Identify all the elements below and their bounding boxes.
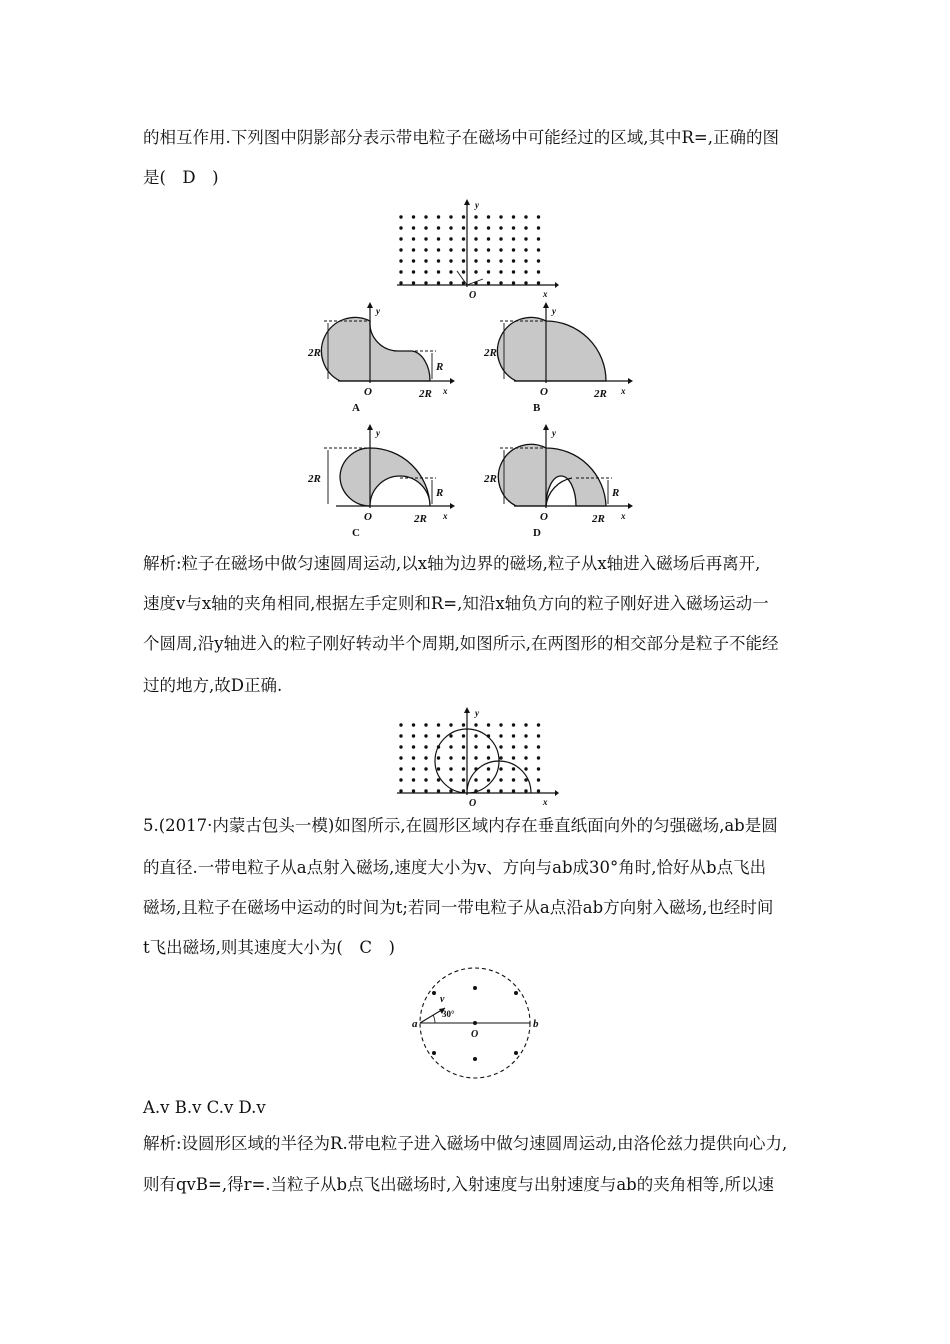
field-dot [537,259,540,262]
svg-text:R: R [436,487,444,499]
field-dot [462,778,465,781]
field-dot [512,789,515,792]
field-dot [512,745,515,748]
question-text-line-2: 是( D ) [143,168,219,187]
field-dot [499,281,502,284]
field-dot [537,734,540,737]
field-dot [399,259,402,262]
field-dot [424,723,427,726]
field-dot [449,226,452,229]
field-dot [412,778,415,781]
field-dot [399,767,402,770]
field-dot [524,734,527,737]
field-dot [474,270,477,273]
field-dot [512,215,515,218]
field-dot [487,723,490,726]
question-5-line-4: t飞出磁场,则其速度大小为( C ) [143,938,395,957]
field-dot [412,723,415,726]
svg-text:2R: 2R [592,513,605,525]
field-dot [462,723,465,726]
y-axis-label: y [475,200,479,210]
field-dot [412,215,415,218]
field-dot [499,237,502,240]
field-dot [474,745,477,748]
field-dot [424,745,427,748]
field-dot [474,215,477,218]
field-dot [499,778,502,781]
field-dot [537,226,540,229]
field-dot [537,778,540,781]
field-dot [449,248,452,251]
field-dot [462,237,465,240]
field-dot [499,745,502,748]
field-dot [412,767,415,770]
field-dot [499,789,502,792]
field-dot [399,778,402,781]
field-dot [487,767,490,770]
field-dot [412,734,415,737]
option-b-label: B [533,402,541,414]
field-dot [437,237,440,240]
field-dot [524,237,527,240]
field-dot [412,281,415,284]
field-dot [524,723,527,726]
field-dot [474,226,477,229]
field-dots [399,215,540,284]
field-dot [487,778,490,781]
option-a-label: A [352,402,360,414]
x-axis-label: x [543,289,548,299]
field-dot [487,259,490,262]
option-d-label: D [533,527,541,538]
field-diagram-top [395,195,560,300]
field-dot [399,270,402,273]
field-dot [399,723,402,726]
field-dot [424,756,427,759]
field-dot [487,756,490,759]
field-dot [424,281,427,284]
option-b-diagram [480,296,640,416]
field-dot [537,723,540,726]
option-c-diagram [300,418,460,538]
svg-text:2R: 2R [594,388,607,400]
field-dot [424,270,427,273]
field-dot [474,734,477,737]
field-dot [499,756,502,759]
field-dot [512,723,515,726]
field-dot [512,226,515,229]
field-dot [487,789,490,792]
option-c-label: C [352,527,360,538]
field-dot [412,270,415,273]
explanation-1-line-4: 过的地方,故D正确. [143,676,283,695]
field-dot [437,734,440,737]
field-dot [512,767,515,770]
svg-text:2R: 2R [308,473,321,485]
field-dot [424,789,427,792]
svg-text:2R: 2R [484,473,497,485]
field-dot [537,237,540,240]
field-dot [449,281,452,284]
field-dot [399,756,402,759]
field-dot [449,237,452,240]
field-dot [449,270,452,273]
field-dot [524,745,527,748]
field-dot [512,734,515,737]
svg-text:O: O [540,511,548,523]
explanation-2-line-1: 解析:设圆形区域的半径为R.带电粒子进入磁场中做匀速圆周运动,由洛伦兹力提供向心力, [143,1134,788,1153]
option-a-diagram [300,296,460,416]
field-dot [462,270,465,273]
field-dot [437,723,440,726]
field-dot [462,215,465,218]
explanation-1-line-1: 解析:粒子在磁场中做匀速圆周运动,以x轴为边界的磁场,粒子从x轴进入磁场后再离开, [143,554,761,573]
explanation-2-line-2: 则有qvB=,得r=.当粒子从b点飞出磁场时,入射速度与出射速度与ab的夹角相等,所以速 [143,1175,774,1194]
option-d-diagram [480,418,640,538]
svg-text:y: y [552,428,556,438]
field-dot [449,745,452,748]
field-dot [424,226,427,229]
field-dot [499,734,502,737]
field-dot [424,237,427,240]
field-dot [487,745,490,748]
explanation-1-line-3: 个圆周,沿y轴进入的粒子刚好转动半个周期,如图所示,在两图形的相交部分是粒子不能经 [143,634,779,653]
field-dot [499,270,502,273]
field-dot [437,778,440,781]
svg-text:y: y [376,306,380,316]
field-dot [449,259,452,262]
field-dot [462,248,465,251]
svg-text:x: x [621,386,626,396]
field-dot [537,767,540,770]
field-dot [412,756,415,759]
field-dot [437,789,440,792]
field-dot [487,248,490,251]
field-dot [412,259,415,262]
field-dot [462,756,465,759]
field-dot [424,215,427,218]
field-dot [512,248,515,251]
svg-text:y: y [376,428,380,438]
field-dot [424,248,427,251]
svg-text:x: x [443,511,448,521]
field-dot [512,270,515,273]
field-dot [512,778,515,781]
question-text-line-1: 的相互作用.下列图中阴影部分表示带电粒子在磁场中可能经过的区域,其中R=,正确的图 [143,128,779,147]
field-dot [462,226,465,229]
field-dot [524,270,527,273]
field-dot [487,281,490,284]
field-dot [474,778,477,781]
field-dot [474,723,477,726]
field-dot [437,281,440,284]
field-diagram-explanation [395,703,560,808]
field-dot [512,281,515,284]
field-dot [487,237,490,240]
field-dot [524,756,527,759]
field-dot [524,215,527,218]
field-dot [399,734,402,737]
field-dot [437,259,440,262]
field-dot [437,215,440,218]
field-dot [437,756,440,759]
field-dot [537,756,540,759]
field-dot [462,734,465,737]
field-dot [437,767,440,770]
field-dot [524,789,527,792]
field-dot [424,778,427,781]
svg-text:2R: 2R [419,388,432,400]
field-dot [499,723,502,726]
field-dot [399,789,402,792]
circular-field-diagram [405,965,550,1090]
field-dot [437,248,440,251]
field-dot [499,215,502,218]
field-dot [499,248,502,251]
field-dot [487,270,490,273]
field-dot [462,767,465,770]
explanation-1-line-2: 速度v与x轴的夹角相同,根据左手定则和R=,知沿x轴负方向的粒子刚好进入磁场运动一 [143,594,769,613]
field-dot [412,789,415,792]
field-dot [462,259,465,262]
field-dot [524,226,527,229]
field-dot [499,767,502,770]
field-dot [399,745,402,748]
point-b-label: b [533,1018,539,1030]
field-dot [474,248,477,251]
field-dot [412,745,415,748]
svg-text:2R: 2R [484,347,497,359]
field-dot [537,270,540,273]
field-dot [524,767,527,770]
question-5-line-3: 磁场,且粒子在磁场中运动的时间为t;若同一带电粒子从a点沿ab方向射入磁场,也经时间 [143,898,774,917]
answer-options: A.v B.v C.v D.v [143,1098,266,1117]
svg-text:x: x [443,386,448,396]
field-dot [524,281,527,284]
field-dot [487,215,490,218]
field-dot [449,767,452,770]
field-dot [424,767,427,770]
svg-text:R: R [436,361,444,373]
field-dot [412,248,415,251]
field-dot [424,259,427,262]
field-dot [399,281,402,284]
field-dot [449,778,452,781]
field-dot [512,237,515,240]
svg-text:2R: 2R [414,513,427,525]
field-dot [412,237,415,240]
field-dot [487,226,490,229]
svg-text:O: O [471,1029,479,1040]
field-dot [512,259,515,262]
field-dot [399,226,402,229]
velocity-label: v [440,994,445,1005]
svg-text:O: O [540,386,548,398]
field-dot [537,281,540,284]
field-dot [399,237,402,240]
svg-text:R: R [612,487,620,499]
svg-text:O: O [469,798,477,808]
field-dot [524,259,527,262]
field-dot [474,259,477,262]
origin-label: O [469,290,477,300]
field-dot [437,270,440,273]
svg-text:O: O [364,386,372,398]
field-dot [499,226,502,229]
field-dot [499,259,502,262]
field-dot [399,215,402,218]
field-dot [449,215,452,218]
svg-text:y: y [475,708,479,718]
field-dot [512,756,515,759]
field-dot [474,756,477,759]
point-a-label: a [412,1018,418,1030]
field-dot [449,756,452,759]
field-dot [537,745,540,748]
field-dot [474,237,477,240]
field-dot [524,248,527,251]
svg-text:O: O [364,511,372,523]
svg-text:x: x [621,511,626,521]
svg-text:2R: 2R [308,347,321,359]
field-dot [449,723,452,726]
field-dot [412,226,415,229]
question-5-line-2: 的直径.一带电粒子从a点射入磁场,速度大小为v、方向与ab成30°角时,恰好从b点飞出 [143,858,767,877]
field-dots [399,723,540,792]
field-dot [537,789,540,792]
angle-label: 30° [442,1009,455,1019]
field-dot [537,215,540,218]
field-dot [399,248,402,251]
field-dot [537,248,540,251]
svg-text:x: x [543,797,548,807]
field-dot [449,734,452,737]
field-dot [437,226,440,229]
svg-text:y: y [552,306,556,316]
field-dot [424,734,427,737]
question-5-line-1: 5.(2017·内蒙古包头一模)如图所示,在圆形区域内存在垂直纸面向外的匀强磁场,ab是圆 [143,816,778,835]
field-dot [462,745,465,748]
